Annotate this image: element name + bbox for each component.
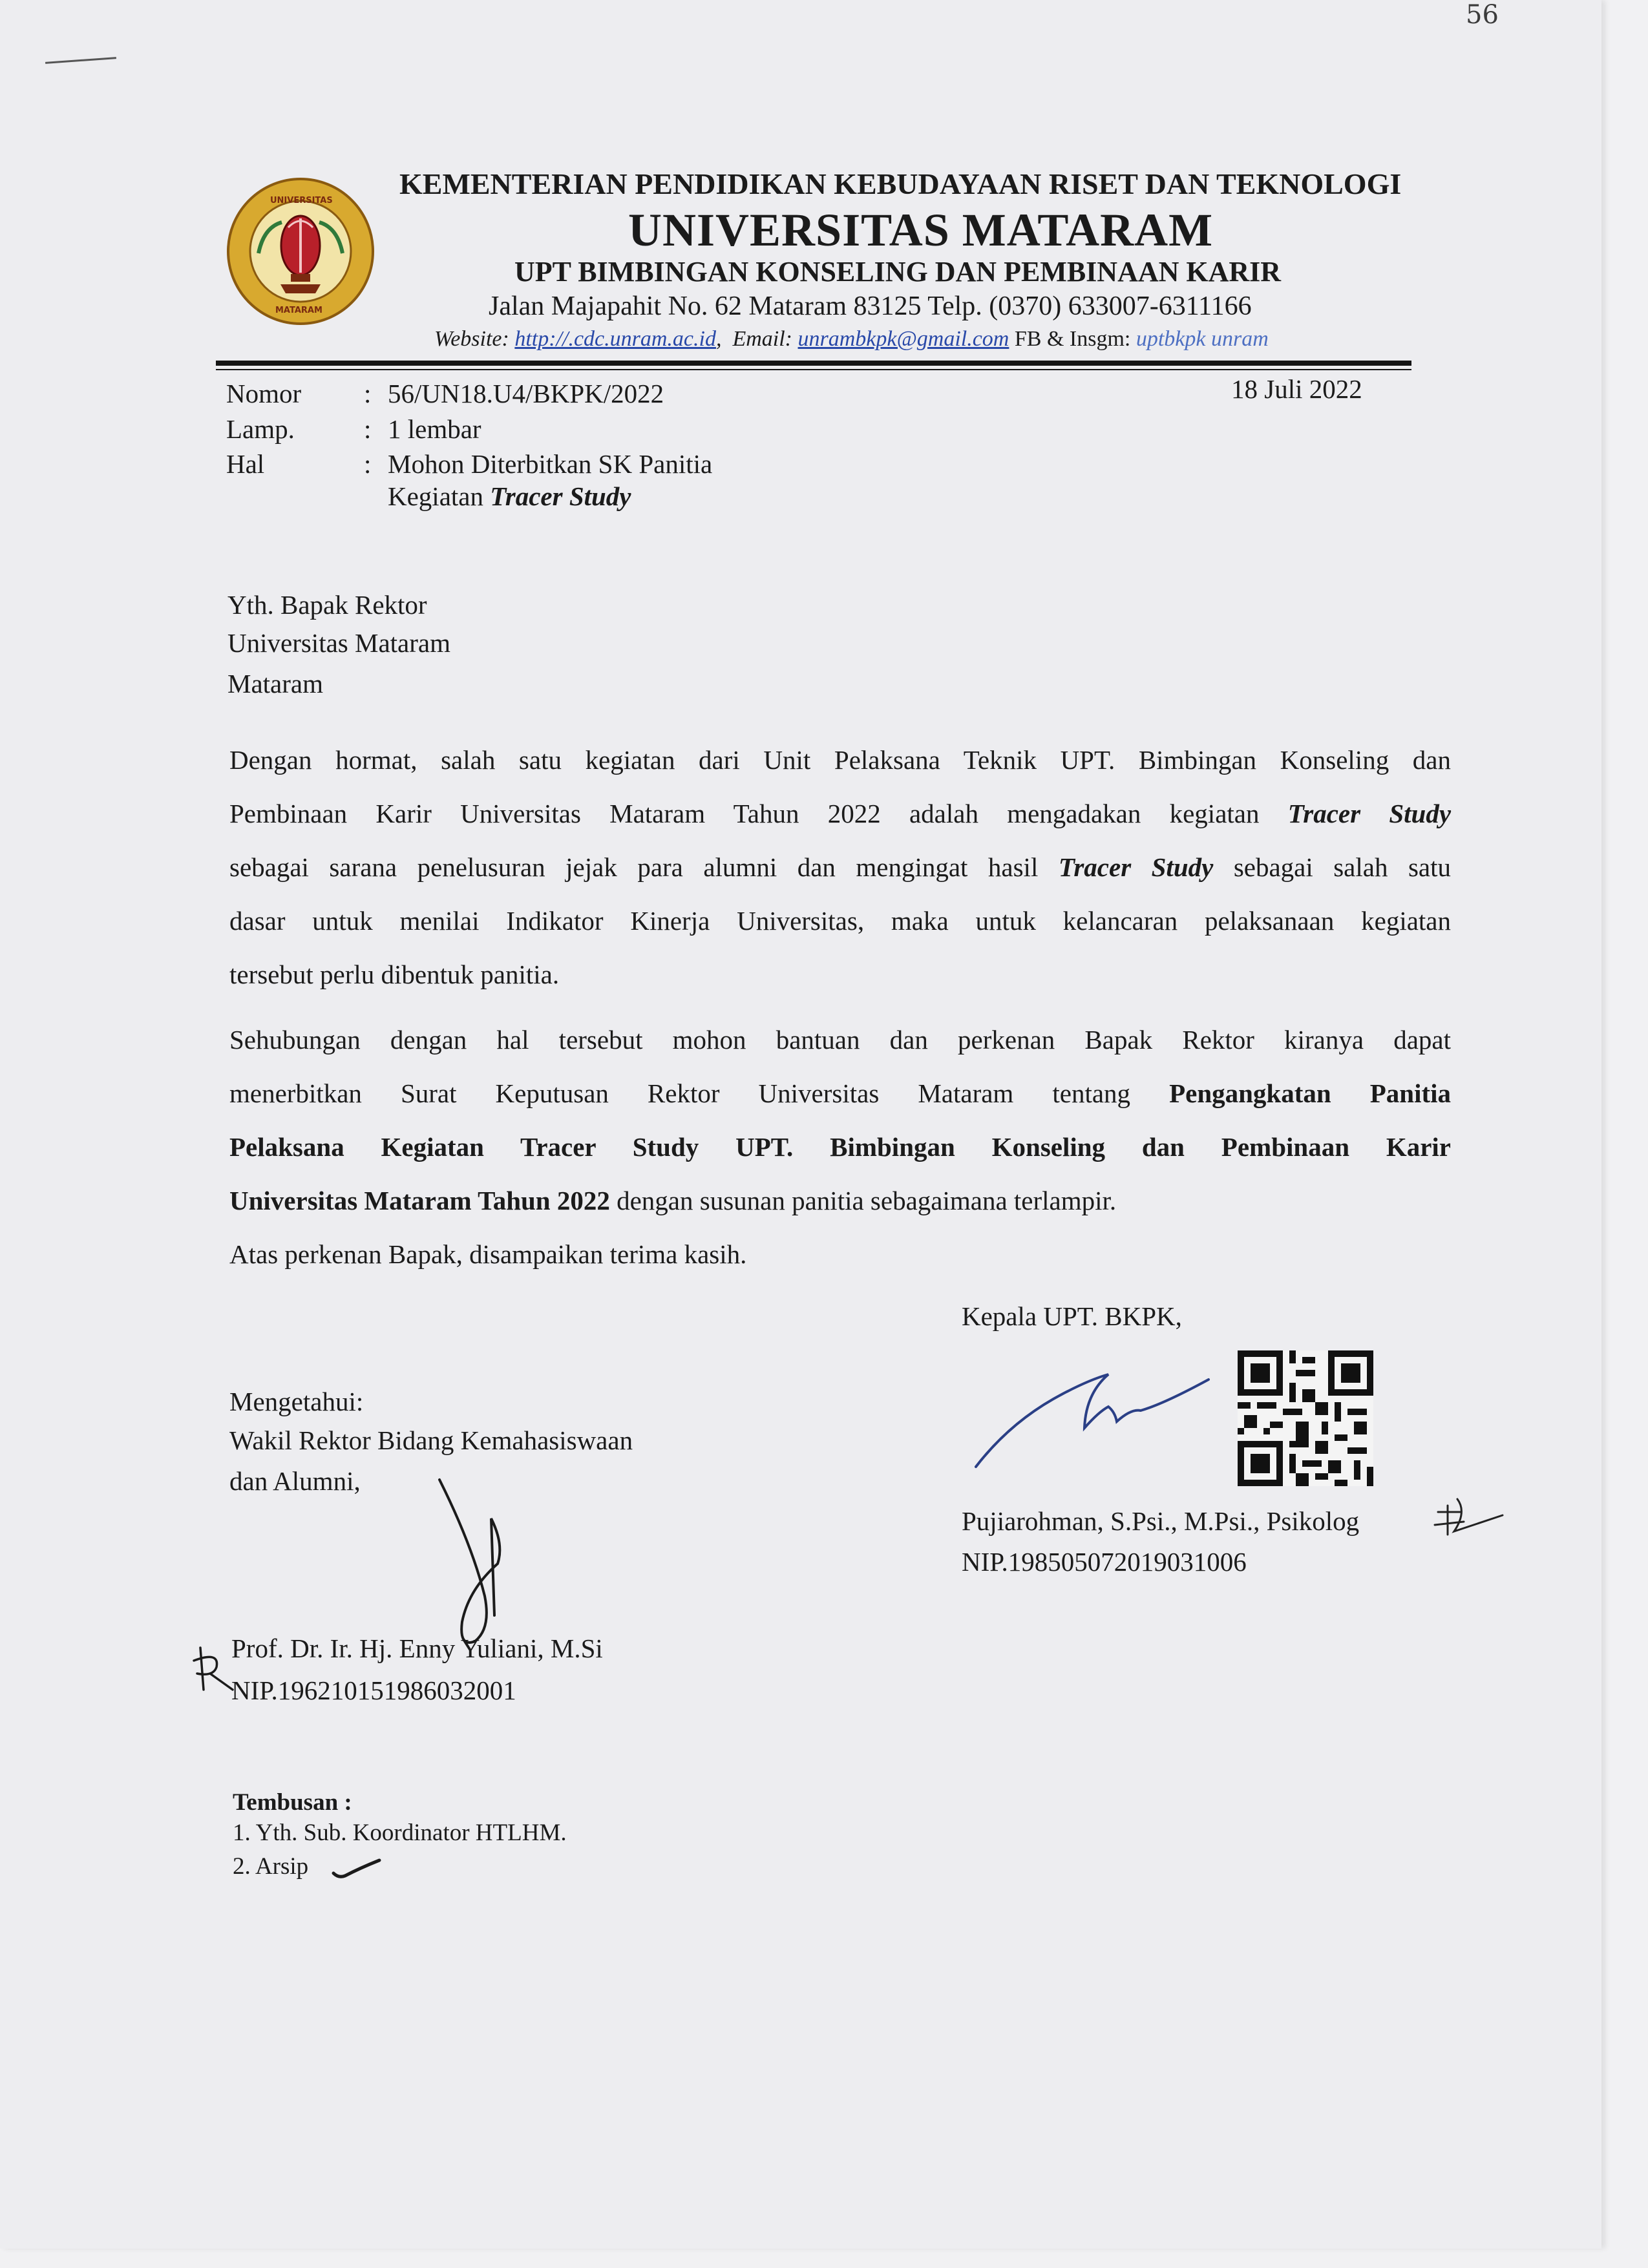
signature-right-icon <box>969 1354 1228 1483</box>
social-label: FB & Insgm: <box>1014 327 1131 351</box>
p1-line-5: tersebut perlu dibentuk panitia. <box>229 960 560 989</box>
initial-mark-left-icon <box>181 1638 239 1696</box>
p2-line-4: Universitas Mataram Tahun 2022 dengan susunan panitia sebagaimana terlampir. <box>229 1186 1117 1215</box>
signer-right-nip: NIP.198505072019031006 <box>962 1547 1247 1577</box>
signer-left-title-1: Wakil Rektor Bidang Kemahasiswaan <box>229 1425 633 1455</box>
email-link[interactable]: unrambkpk@gmail.com <box>798 327 1009 351</box>
p2-line-2: menerbitkan Surat Keputusan Rektor Universitas Mataram tentang Pengangkatan Panitia <box>229 1078 1452 1108</box>
p1-line-3: sebagai sarana penelusuran jejak para alumni dan mengingat hasil Tracer Study sebagai salah satu <box>229 852 1451 882</box>
nomor-colon: : <box>364 379 372 408</box>
acknowledge-label: Mengetahui: <box>229 1387 364 1416</box>
recipient-line-2: Universitas Mataram <box>227 628 450 658</box>
cc-item-1: 1. Yth. Sub. Koordinator HTLHM. <box>233 1820 567 1846</box>
signer-left-name: Prof. Dr. Ir. Hj. Enny Yuliani, M.Si <box>231 1633 603 1663</box>
social-handle: uptbkpk unram <box>1136 327 1269 351</box>
check-mark-icon <box>331 1856 383 1882</box>
signer-left-nip: NIP.196210151986032001 <box>231 1675 516 1705</box>
p2-line-1: Sehubungan dengan hal tersebut mohon bantuan dan perkenan Bapak Rektor kiranya dapat <box>229 1025 1451 1055</box>
svg-text:UNIVERSITAS: UNIVERSITAS <box>270 196 333 205</box>
pen-mark <box>45 57 116 64</box>
nomor-value: 56/UN18.U4/BKPK/2022 <box>388 379 664 408</box>
lamp-value: 1 lembar <box>388 414 481 444</box>
contact-line: Website: http://.cdc.unram.ac.id, Email: unrambkpk@gmail.com FB & Insgm: uptbkpk unram <box>434 327 1269 351</box>
initial-mark-icon <box>1425 1486 1509 1557</box>
website-link[interactable]: http://.cdc.unram.ac.id <box>514 327 716 351</box>
nomor-label: Nomor <box>226 379 302 408</box>
p1-line-2: Pembinaan Karir Universitas Mataram Tahun 2022 adalah mengadakan kegiatan Tracer Study <box>229 799 1452 828</box>
page-number-handwritten: 56 <box>1466 0 1499 30</box>
p1-line-4: dasar untuk menilai Indikator Kinerja Universitas, maka untuk kelancaran pelaksanaan kegiatan <box>229 906 1451 936</box>
hal-line-1: Mohon Diterbitkan SK Panitia <box>388 449 713 479</box>
letter-date: 18 Juli 2022 <box>1231 374 1362 404</box>
website-label: Website: <box>434 327 509 351</box>
closing-line: Atas perkenan Bapak, disampaikan terima kasih. <box>229 1239 747 1269</box>
hal-colon: : <box>364 449 372 479</box>
header-rule-thin <box>216 369 1411 370</box>
university-name: UNIVERSITAS MATARAM <box>628 204 1214 256</box>
p1-line-1: Dengan hormat, salah satu kegiatan dari Unit Pelaksana Teknik UPT. Bimbingan Konseling dan <box>229 745 1451 775</box>
signer-right-name: Pujiarohman, S.Psi., M.Psi., Psikolog <box>962 1506 1360 1536</box>
hal-line-2: Kegiatan Tracer Study <box>388 481 631 511</box>
address-line: Jalan Majapahit No. 62 Mataram 83125 Telp. (0370) 633007-6311166 <box>489 291 1252 321</box>
body-paragraph-1 <box>229 733 1451 1002</box>
body-paragraph-2 <box>229 1013 1451 1281</box>
lamp-label: Lamp. <box>226 414 295 444</box>
recipient-line-1: Yth. Bapak Rektor <box>227 590 427 620</box>
hal-label: Hal <box>226 449 265 479</box>
p2-line-3: Pelaksana Kegiatan Tracer Study UPT. Bimbingan Konseling dan Pembinaan Karir <box>229 1132 1451 1162</box>
lamp-colon: : <box>364 414 372 444</box>
university-logo-icon <box>225 176 377 328</box>
qr-code-icon <box>1238 1350 1373 1486</box>
cc-label: Tembusan : <box>233 1789 352 1816</box>
email-label: Email: <box>732 327 793 351</box>
hal-emphasis: Tracer Study <box>490 481 631 511</box>
recipient-line-3: Mataram <box>227 669 323 698</box>
header-rule-thick <box>216 361 1411 366</box>
signer-left-title-2: dan Alumni, <box>229 1466 361 1496</box>
signature-left-icon <box>414 1467 543 1654</box>
signer-right-title: Kepala UPT. BKPK, <box>962 1301 1182 1331</box>
unit-name: UPT BIMBINGAN KONSELING DAN PEMBINAAN KARIR <box>514 256 1282 288</box>
cc-item-2: 2. Arsip <box>233 1853 309 1880</box>
ministry-name: KEMENTERIAN PENDIDIKAN KEBUDAYAAN RISET DAN TEKNOLOGI <box>399 167 1402 200</box>
svg-text:MATARAM: MATARAM <box>275 306 322 315</box>
